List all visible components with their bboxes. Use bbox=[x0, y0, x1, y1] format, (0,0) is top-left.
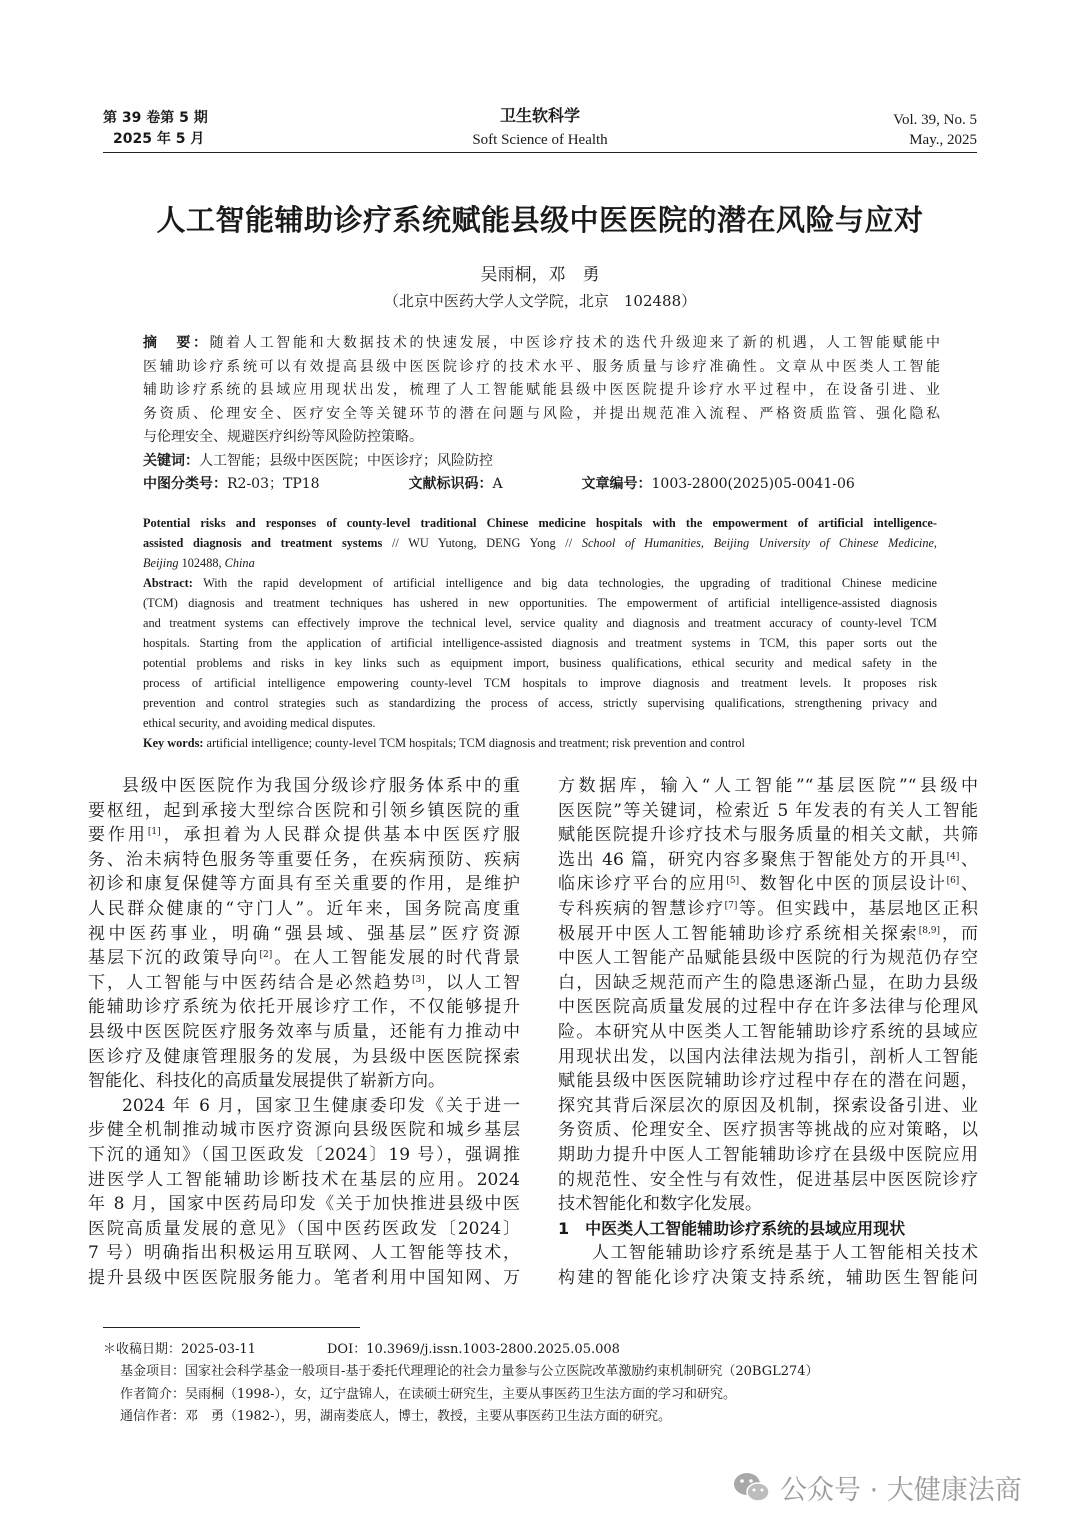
body-line: 2024 年 6 月，国家卫生健康委印发《关于进一 bbox=[122, 1095, 520, 1116]
journal-name-cn: 卫生软科学 bbox=[499, 106, 580, 125]
body-line: 用现状出发，以国内法律法规为指引，剖析人工智能 bbox=[558, 1046, 978, 1067]
citation-ref: [7] bbox=[724, 900, 738, 911]
abstract-en-line: and treatment systems can effectively improve the technical level, service quality and diagnosis and treatment accuracy of county-level TCM bbox=[143, 616, 937, 630]
keywords-cn-label: 关键词： bbox=[143, 452, 199, 469]
abstract-cn-label: 摘 要： bbox=[143, 335, 210, 351]
body-line: 步健全机制推动城市医疗资源向县级医院和城乡基层 bbox=[88, 1120, 520, 1141]
body-line bbox=[558, 922, 978, 947]
body-text: 等。但实践中，基层地区正积 bbox=[737, 898, 979, 919]
body-line: 中医医院高质量发展的过程中存在许多法律与伦理风 bbox=[558, 997, 978, 1018]
body-line: 年 8 月，国家中医药局印发《关于加快推进县级中医 bbox=[88, 1194, 520, 1215]
title-en-line1: Potential risks and responses of county-level traditional Chinese medicine hospitals with the empowerment of artificial intelligence- bbox=[143, 516, 937, 530]
citation-ref: [5] bbox=[726, 876, 740, 887]
keywords-en-value: artificial intelligence; county-level TCM hospitals; TCM diagnosis and treatment; risk prevention and control bbox=[203, 736, 745, 750]
article-no-label: 文章编号： bbox=[581, 476, 652, 492]
body-line: 的规范性、安全性与有效性，促进基层中医医院诊疗 bbox=[558, 1169, 978, 1190]
clc-label: 中图分类号： bbox=[143, 476, 227, 492]
footnote-rule bbox=[103, 1327, 360, 1328]
body-line: 人民群众健康的“守门人”。近年来，国务院高度重 bbox=[88, 898, 520, 919]
body-text: 选出 46 篇，研究内容多聚焦于智能处方的开具 bbox=[558, 849, 947, 870]
body-text: ，而 bbox=[940, 923, 979, 944]
journal-name-en: Soft Science of Health bbox=[472, 132, 608, 148]
body-text: 。在人工智能发展的时代背景 bbox=[272, 948, 521, 969]
abstract-cn bbox=[143, 332, 940, 497]
body-text: 、数智化中医的顶层设计 bbox=[739, 874, 947, 895]
body-line bbox=[558, 848, 978, 873]
body-line: 县级中医医院医疗服务效率与质量，还能有力推动中 bbox=[88, 1021, 520, 1042]
article-no-value: 1003-2800(2025)05-0041-06 bbox=[651, 476, 855, 492]
citation-ref: [2] bbox=[259, 950, 273, 961]
body-line: 白，因缺乏规范而产生的隐患逐渐凸显，在助力县级 bbox=[558, 972, 978, 993]
body-line: 务资质、伦理安全、医疗损害等挑战的应对策略，以 bbox=[558, 1120, 978, 1141]
footnote-corresponding: 通信作者：邓 勇（1982-），男，湖南娄底人，博士，教授，主要从事医药卫生法方面的研究。 bbox=[120, 1409, 671, 1424]
affiliation-en-country: China bbox=[224, 556, 255, 570]
issue-number: 第 39 卷第 5 期 bbox=[103, 110, 208, 126]
affiliation-en-postcode: 102488, bbox=[178, 556, 225, 570]
abstract-line: 辅助诊疗系统的县域应用现状出发，梳理了人工智能赋能县级中医医院提升诊疗水平过程中，在设备引进、业 bbox=[143, 382, 940, 398]
affiliation-en-city: Beijing bbox=[143, 556, 179, 570]
footnote-author-bio: 作者简介：吴雨桐（1998-），女，辽宁盘锦人，在读硕士研究生，主要从事医药卫生法方面的学习和研究。 bbox=[120, 1387, 736, 1402]
watermark bbox=[732, 1468, 1022, 1507]
body-line: 要枢纽，起到承接大型综合医院和引领乡镇医院的重 bbox=[88, 800, 520, 821]
abstract-en bbox=[143, 513, 937, 753]
abstract-en-label: Abstract: bbox=[143, 576, 193, 590]
keywords-cn bbox=[143, 450, 940, 474]
body-line: 探究其背后深层次的原因及机制，探索设备引进、业 bbox=[558, 1095, 978, 1116]
body-line: 进医学人工智能辅助诊断技术在基层的应用。2024 bbox=[88, 1169, 520, 1190]
body-text: ，以人工智 bbox=[424, 972, 521, 993]
body-line bbox=[88, 823, 520, 848]
body-line: 赋能医院提升诊疗技术与服务质量的相关文献，共筛 bbox=[558, 825, 978, 846]
body-text: 临床诊疗平台的应用 bbox=[558, 874, 727, 895]
body-line: 人工智能辅助诊疗系统是基于人工智能相关技术 bbox=[592, 1243, 978, 1264]
body-line: 下沉的通知》（国卫医政发〔2024〕19 号），强调推 bbox=[88, 1144, 520, 1165]
wechat-icon bbox=[732, 1470, 772, 1506]
body-text: ，承担着为人民群众提供基本中医医疗服 bbox=[160, 825, 521, 846]
body-line bbox=[88, 971, 520, 996]
abstract-en-line: process of artificial intelligence empowering county-level TCM hospitals to improve diagnosis and treatment levels. It proposes risk bbox=[143, 676, 937, 690]
footnote-fund: 基金项目：国家社会科学基金一般项目-基于委托代理理论的社会力量参与公立医院改革激励约束机制研究（20BGL274） bbox=[120, 1364, 819, 1379]
clc-value: R2-03；TP18 bbox=[227, 476, 320, 492]
abstract-line: 与伦理安全、规避医疗纠纷等风险防控策略。 bbox=[143, 429, 423, 445]
body-line: 7 号）明确指出积极运用互联网、人工智能等技术， bbox=[88, 1243, 520, 1264]
abstract-en-line: hospitals. Starting from the application of artificial intelligence-assisted diagnosis and treatment systems in TCM, this paper sorts out the bbox=[143, 636, 937, 650]
abstract-en-line: ethical security, and avoiding medical disputes. bbox=[143, 716, 376, 730]
body-line: 方数据库，输入“人工智能”“基层医院”“县级中 bbox=[558, 776, 978, 796]
body-text: 基层下沉的政策导向 bbox=[88, 948, 260, 969]
section-heading: 1 中医类人工智能辅助诊疗系统的县域应用现状 bbox=[558, 1218, 906, 1238]
paper-authors: 吴雨桐，邓 勇 bbox=[480, 265, 600, 285]
abstract-line: 随着人工智能和大数据技术的快速发展，中医诊疗技术的迭代升级迎来了新的机遇，人工智能赋能中 bbox=[209, 335, 940, 351]
body-line: 赋能县级中医医院辅助诊疗过程中存在的潜在问题， bbox=[558, 1071, 978, 1092]
body-text: 、 bbox=[959, 849, 978, 870]
keywords-cn-value: 人工智能；县级中医医院；中医诊疗；风险防控 bbox=[199, 452, 493, 469]
volume-number: Vol. 39, No. 5 bbox=[893, 112, 977, 128]
body-line: 能辅助诊疗系统为依托开展诊疗工作，不仅能够提升 bbox=[88, 997, 520, 1018]
body-line bbox=[558, 897, 978, 922]
citation-ref: [4] bbox=[946, 851, 960, 862]
body-line: 期助力提升中医人工智能辅助诊疗在县级中医院应用 bbox=[558, 1144, 978, 1165]
body-column-right bbox=[558, 774, 978, 1290]
citation-ref: [8,9] bbox=[918, 925, 941, 936]
abstract-en-line: With the rapid development of artificial intelligence and big data technologies, the upgrading of traditional Chinese medicine bbox=[192, 576, 937, 590]
citation-ref: [3] bbox=[411, 974, 425, 985]
body-line: 初诊和康复保健等方面具有至关重要的作用，是维护 bbox=[88, 874, 520, 895]
body-text: 下，人工智能与中医药结合是必然趋势 bbox=[88, 972, 412, 993]
abstract-line: 务资质、伦理安全、医疗安全等关键环节的潜在问题与风险，并提出规范准入流程、严格资质监管、强化隐私 bbox=[143, 405, 940, 422]
authors-en: // WU Yutong, DENG Yong // bbox=[382, 536, 582, 550]
issue-date-cn: 2025 年 5 月 bbox=[113, 131, 205, 147]
body-text: 专科疾病的智慧诊疗 bbox=[558, 898, 725, 919]
body-line bbox=[88, 946, 520, 971]
affiliation-en: School of Humanities, Beijing University of Chinese Medicine, bbox=[581, 536, 937, 550]
body-line: 提升县级中医医院服务能力。笔者利用中国知网、万 bbox=[88, 1267, 520, 1288]
doc-code-label: 文献标识码： bbox=[408, 476, 493, 492]
body-line: 医院高质量发展的意见》（国中医药医政发〔2024〕 bbox=[88, 1218, 520, 1239]
footnote-received: ＊收稿日期：2025-03-11 bbox=[103, 1342, 256, 1357]
header-rule bbox=[103, 152, 977, 153]
paper-affiliation: （北京中医药大学人文学院，北京 102488） bbox=[383, 292, 697, 310]
watermark-text: 公众号 · 大健康法商 bbox=[780, 1475, 1022, 1506]
body-line: 技术智能化和数字化发展。 bbox=[558, 1194, 762, 1215]
body-line: 医诊疗及健康管理服务的发展，为县级中医医院探索 bbox=[88, 1046, 520, 1067]
body-text: 要作用 bbox=[88, 825, 148, 846]
abstract-en-line: potential problems and risks in key links such as equipment import, business qualifications, ethical security and medical safety in the bbox=[143, 656, 937, 670]
body-line: 中医人工智能产品赋能县级中医院的行为规范仍存空 bbox=[558, 948, 978, 969]
body-text: 极展开中医人工智能辅助诊疗系统相关探索 bbox=[558, 923, 919, 944]
classification-row bbox=[143, 473, 940, 497]
abstract-line: 医辅助诊疗系统可以有效提高县级中医医院诊疗的技术水平、服务质量与诊疗准确性。文章从中医类人工智能 bbox=[143, 358, 940, 375]
body-line: 构建的智能化诊疗决策支持系统，辅助医生智能问 bbox=[558, 1267, 978, 1288]
issue-date-en: May., 2025 bbox=[909, 132, 977, 148]
abstract-en-line: (TCM) diagnosis and treatment techniques has ushered in new opportunities. The empowerment of artificial intelligence-assisted diagnosis bbox=[143, 596, 937, 610]
footnote-doi: DOI：10.3969/j.issn.1003-2800.2025.05.008 bbox=[327, 1342, 620, 1357]
body-line: 智能化、科技化的高质量发展提供了崭新方向。 bbox=[88, 1071, 445, 1092]
body-line: 险。本研究从中医类人工智能辅助诊疗系统的县域应 bbox=[558, 1021, 978, 1042]
doc-code-value: A bbox=[492, 476, 503, 492]
body-line: 县级中医医院作为我国分级诊疗服务体系中的重 bbox=[122, 776, 520, 796]
paper-title: 人工智能辅助诊疗系统赋能县级中医医院的潜在风险与应对 bbox=[156, 203, 924, 237]
abstract-en-line: prevention and control strategies such as standardizing the process of access, strictly supervising qualifications, strengthening privacy and bbox=[143, 696, 937, 710]
body-line: 务、治未病特色服务等重要任务，在疾病预防、疾病 bbox=[88, 849, 520, 870]
citation-ref: [1] bbox=[147, 827, 161, 838]
body-text: 、 bbox=[959, 874, 979, 895]
body-line: 视中医药事业，明确“强县域、强基层”医疗资源 bbox=[88, 923, 520, 944]
title-en-line2: assisted diagnosis and treatment systems bbox=[143, 536, 383, 550]
body-line bbox=[558, 872, 978, 897]
citation-ref: [6] bbox=[946, 876, 960, 887]
body-line: 医医院”等关键词，检索近 5 年发表的有关人工智能 bbox=[558, 800, 978, 821]
keywords-en-label: Key words: bbox=[143, 736, 204, 750]
body-column-left bbox=[88, 774, 520, 1290]
